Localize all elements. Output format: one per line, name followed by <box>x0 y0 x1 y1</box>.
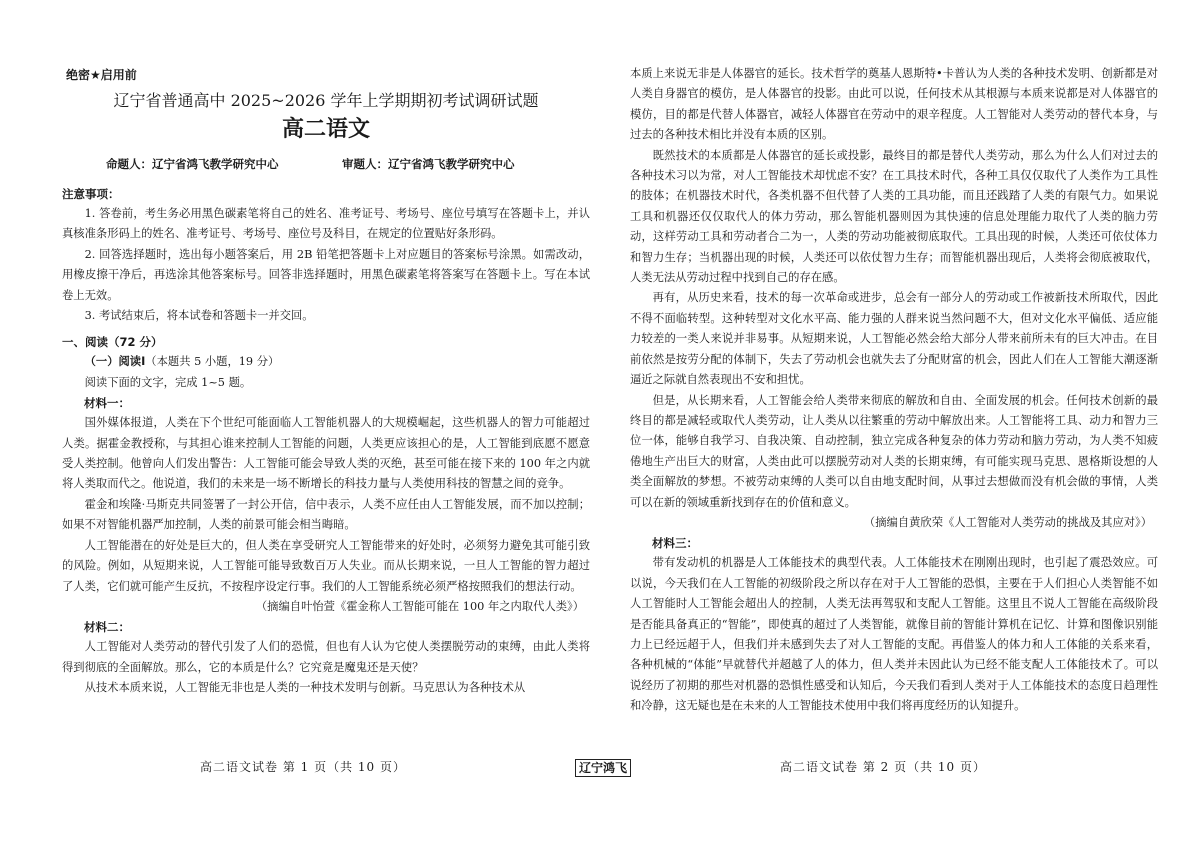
material2-para: 人工智能对人类劳动的替代引发了人们的恐慌，但也有人认为它使人类摆脱劳动的束缚，由此人类将得到彻底的全面解放。那么，它的本质是什么？它究竟是魔鬼还是天使？ <box>62 640 590 674</box>
note-item: 1. 答卷前，考生务必用黑色碳素笔将自己的姓名、准考证号、考场号、座位号填写在答题卡上，并认真核准条形码上的姓名、准考证号、考场号、座位号及科目，在规定的位置贴好条形码。 <box>62 207 590 241</box>
material1-para: 人工智能潜在的好处是巨大的，但人类在享受研究人工智能带来的好处时，必须努力避免其可能引致的风险。例如，从短期来说，人工智能可能导致数百万人失业。而从长期来说，一旦人工智能的智力超过了人类，它们就可能产生反抗，不按程序设定行事。我们的人工智能系统必须严格按照我们的想法行动。 <box>62 538 590 593</box>
material3-label: 材料三： <box>652 536 698 551</box>
material2-para: 但是，从长期来看，人工智能会给人类带来彻底的解放和自由、全面发展的机会。任何技术创新的最终目的都是减轻或取代人类劳动，让人类从以往繁重的劳动中解放出来。人工智能将工具、动力和智力三位一体，能够自我学习、自我决策、自动控制，独立完成各种复杂的体力劳动和脑力劳动，为人类不知疲倦地生产出巨大的财富，人类由此可以摆脱劳动对人类的长期束缚，有可能实现马克思、恩格斯设想的人类全面解放的梦想。不被劳动束缚的人类可以自由地支配时间，从事过去想做而没有机会做的事情，人类可以在新的领域重新找到存在的价值和意义。 <box>630 393 1158 509</box>
subsection-heading: （一）阅读Ⅰ <box>84 355 146 369</box>
publisher-logo: 辽宁鸿飞 <box>575 759 631 777</box>
reviewer-line: 审题人：辽宁省鸿飞教学研究中心 <box>342 157 515 171</box>
material2-para: 再有，从历史来看，技术的每一次革命或进步，总会有一部分人的劳动或工作被新技术所取代，因此不得不面临转型。这种转型对文化水平高、能力强的人群来说当然问题不大，但对文化水平偏低、适应能力较差的一类人来说并非易事。从短期来说，人工智能必然会给大部分人带来前所未有的巨大冲击。在目前依然是按劳分配的体制下，失去了劳动机会也就失去了分配财富的机会，因此人们在人工智能大潮逐渐逼近之际就自然表现出不安和担忧。 <box>630 291 1158 387</box>
subsection-note: （本题共 5 小题，19 分） <box>145 355 280 369</box>
material2-para: 从技术本质来说，人工智能无非也是人类的一种技术发明与创新。马克思认为各种技术从 <box>84 681 526 695</box>
material2-continued-para: 本质上来说无非是人体器官的延长。技术哲学的奠基人恩斯特•卡普认为人类的各种技术发明、创新都是对人类自身器官的模仿，是人体器官的投影。由此可以说，任何技术从其根源与本质来说都是对人体器官的模仿，目的都是代替人体器官，减轻人体器官在劳动中的艰辛程度。人工智能对人类劳动的替代本身，与过去的各种技术相比并没有本质的区别。 <box>630 67 1158 142</box>
material1-label: 材料一： <box>84 396 130 411</box>
note-item: 2. 回答选择题时，选出每小题答案后，用 2B 铅笔把答题卡上对应题目的答案标号涂黑。如需改动，用橡皮擦干净后，再选涂其他答案标号。回答非选择题时，用黑色碳素笔将答案写在答题卡上。写在本试卷上无效。 <box>62 247 590 302</box>
exam-title: 辽宁省普通高中 2025~2026 学年上学期期初考试调研试题 <box>113 91 539 110</box>
page-two-footer: 高二语文试卷 第 2 页（共 10 页） <box>780 760 986 774</box>
page-two <box>630 0 1158 847</box>
material2-source: （摘编自黄欣荣《人工智能对人类劳动的挑战及其应对》） <box>863 515 1152 529</box>
material1-para: 国外媒体报道，人类在下个世纪可能面临人工智能机器人的大规模崛起，这些机器人的智力可能超过人类。据霍金教授称，与其担心谁来控制人工智能的问题，人类更应该担心的是，人工智能到底愿不愿意受人类控制。他曾向人们发出警告：人工智能可能会导致人类的灭绝，甚至可能在接下来的 100 年之内就将人类取而代之。他说道，我们的未来是一场不断增长的科技力量与人类使用科技的智慧之间的竞争。 <box>62 416 590 491</box>
notes-heading: 注意事项： <box>62 187 120 201</box>
page-one <box>62 0 590 847</box>
material1-para: 霍金和埃隆·马斯克共同签署了一封公开信，信中表示，人类不应任由人工智能发展，而不加以控制；如果不对智能机器严加控制，人类的前景可能会相当晦暗。 <box>62 497 590 532</box>
section-heading: 一、阅读（72 分） <box>62 335 163 350</box>
page-one-footer: 高二语文试卷 第 1 页（共 10 页） <box>200 760 406 774</box>
subject-title: 高二语文 <box>281 117 370 142</box>
secret-mark: 绝密★启用前 <box>66 68 137 82</box>
instruction: 阅读下面的文字，完成 1~5 题。 <box>84 375 252 389</box>
composer-line: 命题人：辽宁省鸿飞教学研究中心 <box>106 157 279 171</box>
subsection-line <box>62 352 590 372</box>
material2-label: 材料二： <box>84 620 130 635</box>
material2-para: 既然技术的本质都是人体器官的延长或投影，最终目的都是替代人类劳动，那么为什么人们对过去的各种技术习以为常，对人工智能技术却忧虑不安？在工具技术时代，各种工具仅仅取代了人类作为工具性的肢体；在机器技术时代，各类机器不但代替了人类的工具功能，而且还践踏了人类的有限气力。如果说工具和机器还仅仅取代人的体力劳动，那么智能机器则因为其快速的信息处理能力取代了人类的脑力劳动，这样劳动工具和劳动者合二为一，人类的劳动功能被彻底取代。工具出现的时候，人类还可依仗体力和智力生存；当机器出现的时候，人类还可以依仗智力生存；而智能机器出现后，人类将会彻底被取代，人类无法从劳动过程中找到自己的存在感。 <box>630 148 1158 285</box>
material3-para: 带有发动机的机器是人工体能技术的典型代表。人工体能技术在刚刚出现时，也引起了震恐效应。可以说，今天我们在人工智能的初级阶段之所以存在对于人工智能的恐惧，主要在于人们担心人类智能不如人工智能时人工智能会超出人的控制，人类无法再驾驭和支配人工智能。这里且不说人工智能在高级阶段是否能具备真正的“智能”，即使真的超过了人类智能，就像目前的智能计算机在记忆、计算和图像识别能力上已经远超于人，但我们并未感到失去了对人工智能的支配。再借鉴人的体力和人工体能的关系来看，各种机械的“体能”早就替代并超越了人的体力，但人类并未因此认为已经不能支配人工体能技术了。可以说经历了初期的那些对机器的恐惧性感受和认知后，今天我们看到人类对于人工体能技术的态度日趋理性和冷静，这无疑也是在未来的人工智能技术使用中我们将再度经历的认知提升。 <box>630 556 1158 713</box>
material1-source: （摘编自叶怡萱《霍金称人工智能可能在 100 年之内取代人类》） <box>255 599 584 613</box>
note-item: 3. 考试结束后，将本试卷和答题卡一并交回。 <box>84 309 314 323</box>
